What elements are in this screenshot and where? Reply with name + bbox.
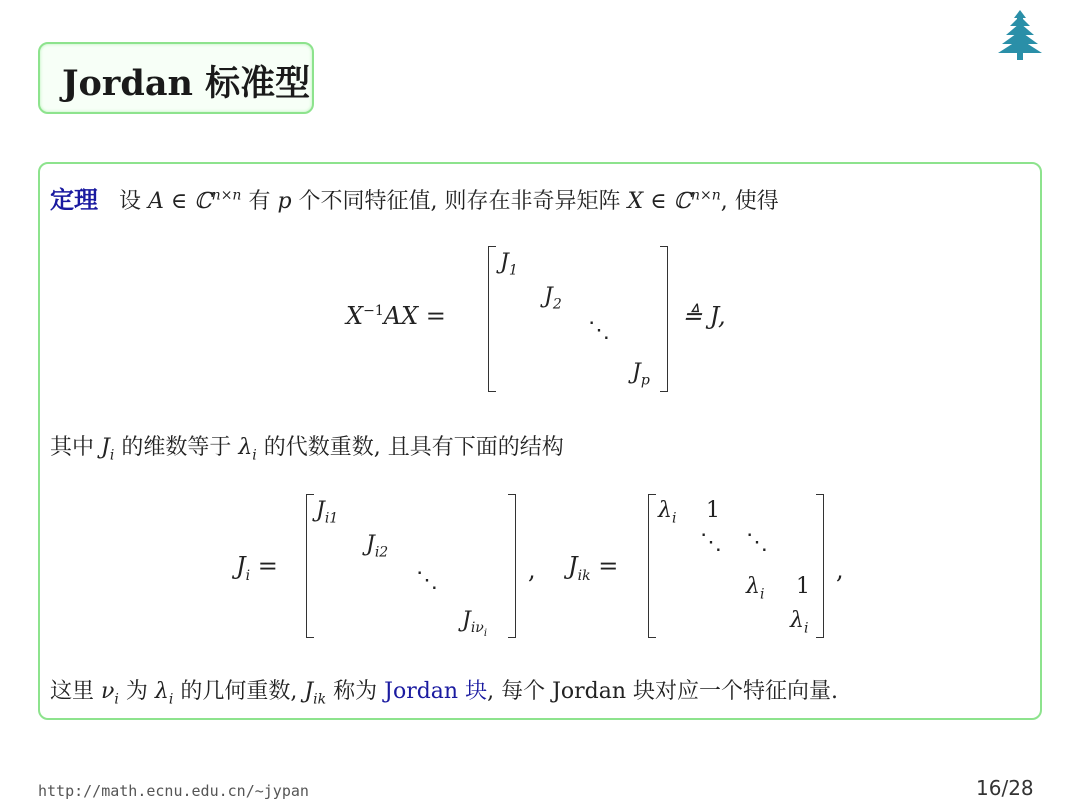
eq2-entry-ji2: $J_{i2}$ <box>366 532 389 561</box>
closing-text-c: 的几何重数, <box>180 679 298 704</box>
university-logo <box>993 8 1047 62</box>
eq1-entry-jp: $J_p$ <box>632 360 650 389</box>
theorem-text-c: 个不同特征值, 则存在非奇异矩阵 <box>298 189 621 214</box>
closing-nu-sub: i <box>114 691 119 708</box>
explanation-line <box>50 430 564 463</box>
closing-lambda-sub: i <box>168 691 174 708</box>
eq2-lhs: $J_i$ = <box>236 552 278 584</box>
eq3-left-bracket <box>648 494 656 638</box>
title-box <box>38 42 314 114</box>
eq2-comma: , <box>528 556 536 584</box>
footer-url[interactable]: http://math.ecnu.edu.cn/~jypan <box>38 782 309 800</box>
explanation-ji: J <box>101 435 110 460</box>
jordan-block-term: Jordan 块 <box>384 679 488 704</box>
closing-nu: ν <box>101 679 115 704</box>
eq1-entry-ddots: ⋱ <box>588 318 610 343</box>
eq1-lhs-x: X <box>346 302 364 330</box>
eq3-lhs: $J_{ik}$ = <box>568 552 619 584</box>
theorem-text-d: , 使得 <box>720 189 779 214</box>
eq2-right-bracket <box>508 494 516 638</box>
theorem-math-a-sup: n×n <box>211 187 242 204</box>
explanation-ji-sub: i <box>109 447 115 464</box>
closing-lambda: λ <box>154 679 169 704</box>
closing-jik: J <box>304 679 314 704</box>
eq1-left-bracket <box>488 246 496 392</box>
eq3-entry-lambda-3: $\lambda_i$ <box>790 608 809 637</box>
eq3-entry-ddots-1: ⋱ <box>700 530 722 555</box>
explanation-text-a: 其中 <box>50 435 95 460</box>
eq2-entry-ddots: ⋱ <box>416 568 438 593</box>
eq1-right-bracket <box>660 246 668 392</box>
theorem-text-a: 设 <box>118 189 141 214</box>
eq1-entry-j2: $J_2$ <box>544 284 562 313</box>
theorem-math-a: A ∈ ℂ <box>148 189 212 214</box>
page-number: 16/28 <box>976 776 1034 800</box>
theorem-panel <box>38 162 1042 720</box>
eq3-comma: , <box>836 556 844 584</box>
eq1-entry-j1: $J_1$ <box>500 250 518 279</box>
theorem-math-x-sup: n×n <box>691 187 721 204</box>
eq3-right-bracket <box>816 494 824 638</box>
eq2-entry-ji1: $J_{i1}$ <box>316 498 339 527</box>
explanation-lambda-sub: i <box>252 447 257 464</box>
theorem-text-b: 有 <box>248 189 271 214</box>
eq1-rhs: ≜ J, <box>682 302 726 330</box>
eq3-entry-ddots-2: ⋱ <box>746 530 768 555</box>
closing-text-d: 称为 <box>333 679 378 704</box>
theorem-math-x: X ∈ ℂ <box>627 189 691 214</box>
closing-text-e: , 每个 Jordan 块对应一个特征向量. <box>487 679 839 704</box>
eq3-entry-lambda-1: $\lambda_i$ <box>658 498 677 527</box>
explanation-lambda: λ <box>238 435 253 460</box>
eq3-entry-lambda-2: $\lambda_i$ <box>746 574 765 603</box>
closing-text-a: 这里 <box>50 679 95 704</box>
eq2-left-bracket <box>306 494 314 638</box>
closing-line <box>50 674 838 707</box>
theorem-label: 定理 <box>50 185 98 214</box>
theorem-statement <box>50 180 779 215</box>
eq2-entry-jinu: $J_{i\nu_i}$ <box>462 608 488 640</box>
explanation-text-b: 的维数等于 <box>121 435 232 460</box>
eq3-entry-one-1: 1 <box>706 498 720 523</box>
explanation-text-c: 的代数重数, 且具有下面的结构 <box>263 435 564 460</box>
closing-text-b: 为 <box>125 679 148 704</box>
theorem-math-p: p <box>277 189 292 214</box>
page-title: Jordan 标准型 <box>62 63 311 104</box>
closing-jik-sub: ik <box>313 691 327 708</box>
eq1-lhs-sup: −1 <box>363 303 384 319</box>
eq1-lhs <box>346 302 446 330</box>
eq1-lhs-rest: AX = <box>383 302 446 330</box>
eq3-entry-one-2: 1 <box>796 574 810 599</box>
